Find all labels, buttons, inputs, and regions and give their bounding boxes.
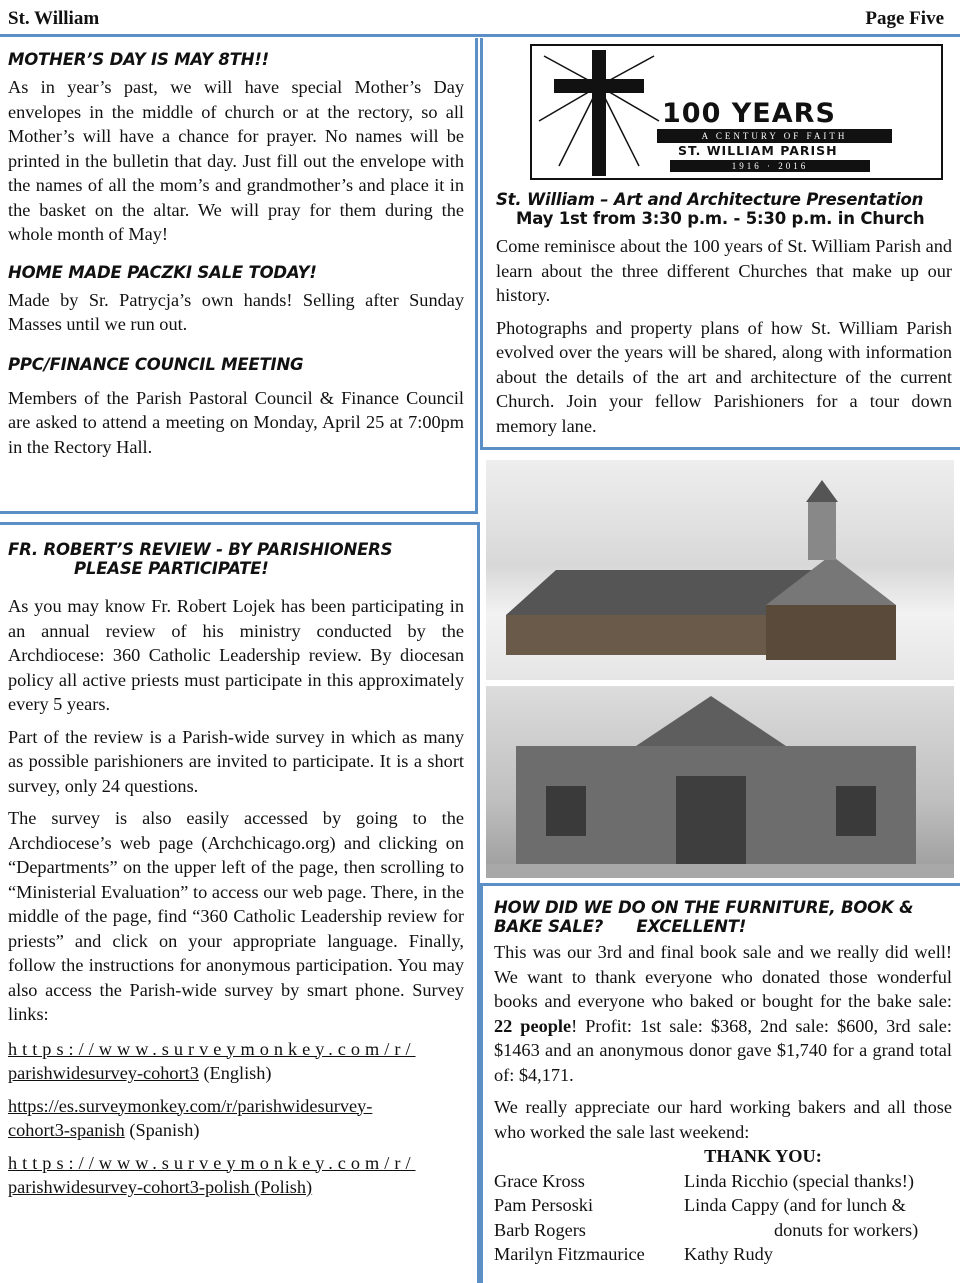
sale-article [494, 898, 952, 1267]
logo-subtitle: A CENTURY OF FAITH [657, 129, 892, 143]
volunteer-name: Linda Cappy (and for lunch & [684, 1195, 906, 1215]
sale-text-c: ! Profit: 1st sale: $368, 2nd sale: $600, 3rd sale: $1463 and an anonymous donor gave $1,740 for a grand total of: $4,171. [494, 1015, 952, 1085]
mothers-day-heading: MOTHER’S DAY IS MAY 8TH!! [8, 50, 269, 69]
survey-link-polish[interactable] [8, 1151, 464, 1200]
survey-link-spanish-language: (Spanish) [129, 1120, 200, 1140]
ppc-heading: PPC/FINANCE COUNCIL MEETING [8, 354, 304, 374]
volunteer-name: Barb Rogers [494, 1219, 586, 1240]
mothers-day-body: As in year’s past, we will have special Mother’s Day envelopes in the middle of church or at the rectory, so all Mother’s will have a chance for prayer. No names will be printed in the bulletin that day. Just fill out the envelope with the names of all the mom’s and grandmother’s and place it in the basket on the altar. We will pray for them during the whole month of May! [8, 77, 464, 244]
current-church-photo [486, 686, 954, 878]
review-paragraph-3: The survey is also easily accessed by going to the Archdiocese’s web page (Archchicago.org) and clicking on “Departments” on the upper left of the page, then scrolling to “Ministerial Evaluation” to access our web page. There, in the middle of the page, find “360 Catholic Leadership review for priests” and click on your appropriate language. Finally, follow the instructions for anonymous participation. You may also access the Parish-wide survey by smart phone. Survey links: [8, 808, 464, 1024]
volunteer-name: Marilyn Fitzmaurice [494, 1244, 645, 1264]
art-article [496, 190, 952, 438]
cross-icon [534, 46, 664, 178]
church-drawing [486, 460, 954, 680]
sale-paragraph-1 [494, 940, 952, 1087]
review-paragraph-1: As you may know Fr. Robert Lojek has been participating in an annual review of his ministry conducted by the Archdiocese: 360 Catholic Leadership review. By diocesan policy all active priests must participate in this approximately every 5 years. [8, 596, 464, 714]
survey-link-spanish-path[interactable]: cohort3-spanish [8, 1120, 125, 1140]
survey-link-english-url[interactable]: https://www.surveymonkey.com/r/ [8, 1038, 416, 1059]
page-number: Page Five [865, 8, 944, 29]
review-paragraph-2: Part of the review is a Parish-wide survey in which as many as possible parishioners are invited to participate. It is a short survey, only 24 questions. [8, 726, 464, 796]
survey-link-english-language: (English) [203, 1063, 272, 1083]
volunteer-names [494, 1169, 952, 1267]
volunteer-name: Grace Kross [494, 1170, 585, 1191]
mothers-day-article [8, 50, 464, 459]
thank-you-heading: THANK YOU: [704, 1146, 822, 1166]
art-heading: St. William – Art and Architecture Presentation [496, 190, 924, 209]
sale-people-count: 22 people [494, 1015, 572, 1036]
ppc-body: Members of the Parish Pastoral Council & Finance Council are asked to attend a meeting on Monday, April 25 at 7:00pm in the Rectory Hall. [8, 387, 464, 457]
old-church-photo [486, 460, 954, 680]
sale-subheading: BAKE SALE? EXCELLENT! [494, 917, 747, 936]
names-left-column [494, 1169, 684, 1267]
survey-link-english-path[interactable]: parishwidesurvey-cohort3 [8, 1063, 199, 1083]
review-heading: FR. ROBERT’S REVIEW - BY PARISHIONERS [8, 540, 393, 559]
church-building-drawing [486, 686, 954, 878]
paczki-body: Made by Sr. Patrycja’s own hands! Selling after Sunday Masses until we run out. [8, 289, 464, 334]
names-right-column [684, 1169, 918, 1267]
volunteer-note: donuts for workers) [774, 1219, 919, 1240]
survey-link-english[interactable] [8, 1037, 464, 1086]
volunteer-name: Kathy Rudy [684, 1244, 773, 1264]
sale-heading: HOW DID WE DO ON THE FURNITURE, BOOK & [494, 898, 914, 917]
logo-title: 100 YEARS [662, 98, 836, 129]
survey-link-polish-url[interactable]: https://www.surveymonkey.com/r/ [8, 1152, 416, 1173]
centennial-logo [530, 44, 943, 180]
art-paragraph-2: Photographs and property plans of how St. William Parish evolved over the years will be shared, along with information about the details of the art and architecture of the current Church. Join your fellow Parishioners for a tour down memory lane. [496, 317, 952, 436]
volunteer-name: Pam Persoski [494, 1195, 594, 1215]
bulletin-title: St. William [8, 8, 100, 29]
art-paragraph-1: Come reminisce about the 100 years of St. William Parish and learn about the three different Churches that make up our history. [496, 236, 952, 305]
survey-link-spanish[interactable] [8, 1094, 464, 1143]
volunteer-name: Linda Ricchio (special thanks!) [684, 1170, 914, 1191]
survey-link-spanish-url[interactable]: https://es.surveymonkey.com/r/parishwidesurvey- [8, 1095, 373, 1116]
sale-paragraph-2: We really appreciate our hard working bakers and all those who worked the sale last weekend: [494, 1097, 952, 1142]
survey-link-polish-path[interactable]: parishwidesurvey-cohort3-polish (Polish) [8, 1177, 313, 1197]
art-subheading: May 1st from 3:30 p.m. - 5:30 p.m. in Church [516, 209, 925, 228]
review-subheading: PLEASE PARTICIPATE! [74, 559, 269, 578]
review-article [8, 540, 464, 1200]
sale-text-a: This was our 3rd and final book sale and we really did well! We want to thank everyone who donated those wonderful books and everyone who baked or bought for the bake sale: [494, 942, 952, 1011]
header-rule [0, 34, 960, 37]
logo-parish-name: ST. WILLIAM PARISH [678, 143, 838, 158]
paczki-heading: HOME MADE PACZKI SALE TODAY! [8, 262, 317, 282]
logo-years: 1916 · 2016 [670, 160, 870, 172]
